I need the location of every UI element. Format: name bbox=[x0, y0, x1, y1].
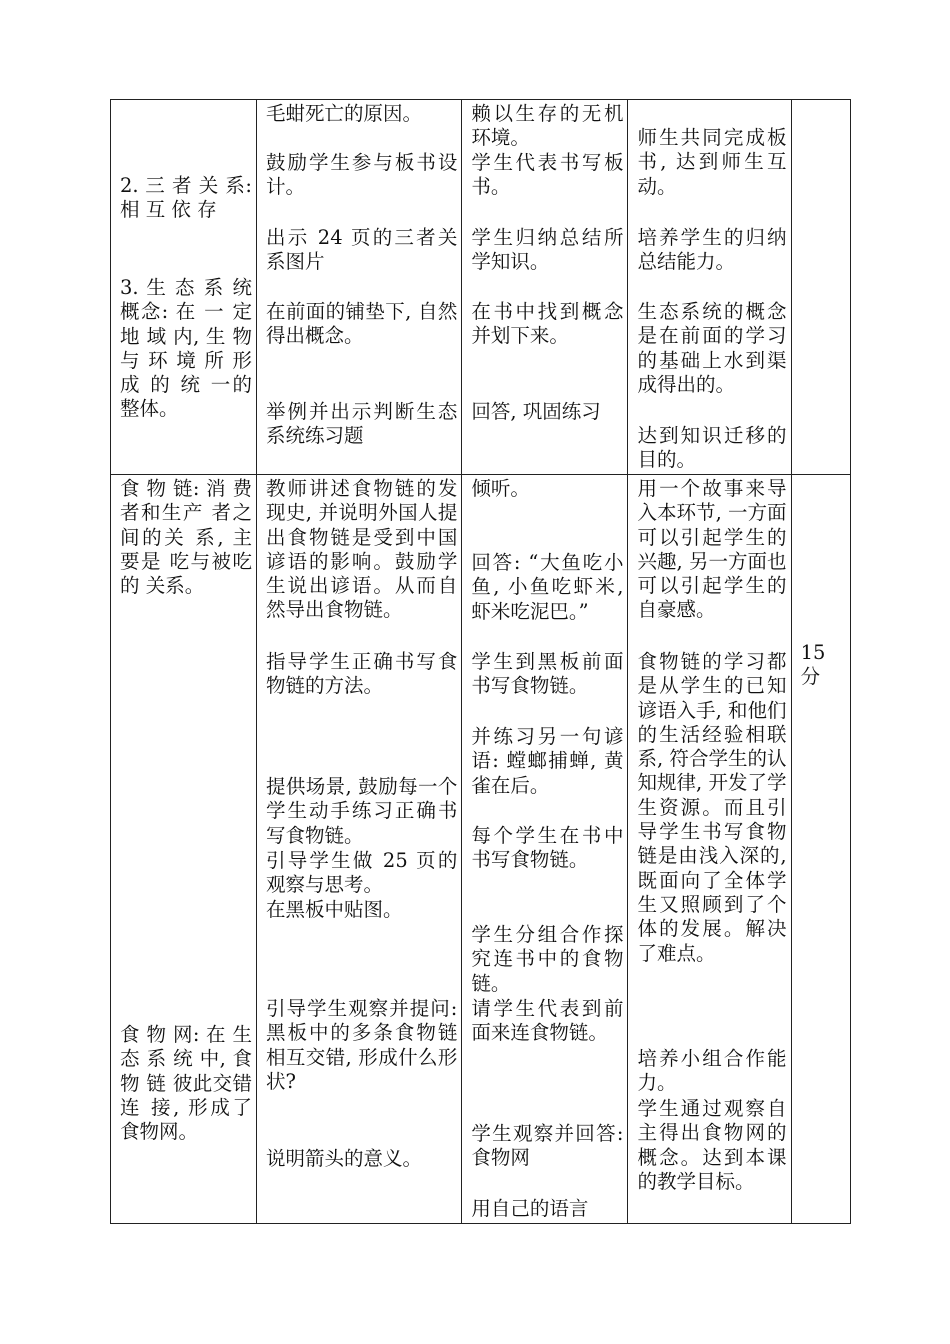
content-text: 食 物 网: 在 生 态 系 统 中, 食 物 链 彼此交错连 接, 形成了 食物网。 bbox=[120, 1023, 252, 1144]
teacher-text: 引导学生做 25 页的观察与思考。 bbox=[265, 849, 458, 897]
content-text: 3. 生 态 系 统 概念: 在 一 定 地 域 内, 生 物 与 环 境 所 形 成 的 统 一的整体。 bbox=[120, 276, 252, 421]
teacher-text: 出示 24 页的三者关系图片 bbox=[265, 226, 458, 274]
intent-text: 生态系统的概念是在前面的学习的基础上水到渠成得出的。 bbox=[637, 300, 787, 396]
student-activity-cell bbox=[462, 475, 628, 1224]
intent-text: 培养小组合作能力。 bbox=[637, 1047, 787, 1095]
teacher-text: 在黑板中贴图。 bbox=[265, 898, 403, 921]
student-text: 回答, 巩固练习 bbox=[471, 400, 601, 423]
student-activity-cell bbox=[462, 100, 628, 475]
student-text: 用自己的语言 bbox=[471, 1197, 589, 1220]
teacher-text: 毛蚶死亡的原因。 bbox=[265, 102, 422, 125]
intent-text: 达到知识迁移的目的。 bbox=[637, 424, 787, 472]
duration-text: 15 分 bbox=[800, 641, 826, 689]
teacher-text: 在前面的铺垫下, 自然得出概念。 bbox=[265, 300, 458, 348]
teacher-activity-cell bbox=[256, 475, 461, 1224]
intent-text: 师生共同完成板书, 达到师生互动。 bbox=[637, 126, 787, 198]
content-cell bbox=[111, 475, 257, 1224]
design-intent-cell bbox=[628, 475, 791, 1224]
intent-text: 食物链的学习都是从学生的已知谚语入手, 和他们的生活经验相联系, 符合学生的认知规律, 开发了学生资源。而且引导学生书写食物链是由浅入深的, 既面向了全体学生又照顾到了个体的发展。解决了难点。 bbox=[637, 650, 787, 965]
student-text: 回答: “大鱼吃小鱼, 小鱼吃虾米, 虾米吃泥巴。” bbox=[471, 551, 624, 623]
time-cell bbox=[791, 100, 850, 475]
student-text: 学生到黑板前面书写食物链。 bbox=[471, 650, 624, 698]
content-cell bbox=[111, 100, 257, 475]
teacher-text: 教师讲述食物链的发现史, 并说明外国人提出食物链是受到中国谚语的影响。鼓励学生说出谚语。从而自然导出食物链。 bbox=[265, 477, 458, 622]
student-text: 学生分组合作探究连书中的食物链。 bbox=[471, 923, 624, 995]
table-row bbox=[111, 475, 851, 1224]
student-text: 并练习另一句谚语: 螳螂捕蝉, 黄雀在后。 bbox=[471, 725, 624, 797]
teacher-text: 提供场景, 鼓励每一个学生动手练习正确书写食物链。 bbox=[265, 775, 458, 847]
content-text: 2. 三 者 关 系: 相 互 依 存 bbox=[120, 174, 252, 222]
student-text: 赖以生存的无机环境。 bbox=[471, 102, 624, 150]
intent-text: 用一个故事来导入本环节, 一方面可以引起学生的兴趣, 另一方面也可以引起学生的自豪感。 bbox=[637, 477, 787, 622]
student-text: 每个学生在书中书写食物链。 bbox=[471, 824, 624, 872]
time-cell bbox=[791, 475, 850, 1224]
teacher-text: 引导学生观察并提问: 黑板中的多条食物链相互交错, 形成什么形状? bbox=[265, 997, 458, 1093]
content-text: 食 物 链: 消 费者和生产 者之间的关 系, 主要是 吃与被吃的 关系。 bbox=[120, 477, 252, 598]
teacher-text: 举例并出示判断生态系统练习题 bbox=[265, 400, 458, 448]
intent-text: 学生通过观察自主得出食物网的概念。达到本课的教学目标。 bbox=[637, 1097, 787, 1193]
teacher-activity-cell bbox=[256, 100, 461, 475]
student-text: 学生观察并回答: 食物网 bbox=[471, 1122, 624, 1170]
student-text: 在书中找到概念并划下来。 bbox=[471, 300, 624, 348]
table-row bbox=[111, 100, 851, 475]
design-intent-cell bbox=[628, 100, 791, 475]
student-text: 学生归纳总结所学知识。 bbox=[471, 226, 624, 274]
student-text: 学生代表书写板书。 bbox=[471, 151, 624, 199]
lesson-plan-table bbox=[110, 99, 851, 1224]
teacher-text: 说明箭头的意义。 bbox=[265, 1147, 422, 1170]
teacher-text: 鼓励学生参与板书设计。 bbox=[265, 151, 458, 199]
student-text: 请学生代表到前面来连食物链。 bbox=[471, 997, 624, 1045]
student-text: 倾听。 bbox=[471, 477, 530, 500]
intent-text: 培养学生的归纳总结能力。 bbox=[637, 226, 787, 274]
teacher-text: 指导学生正确书写食物链的方法。 bbox=[265, 650, 458, 698]
